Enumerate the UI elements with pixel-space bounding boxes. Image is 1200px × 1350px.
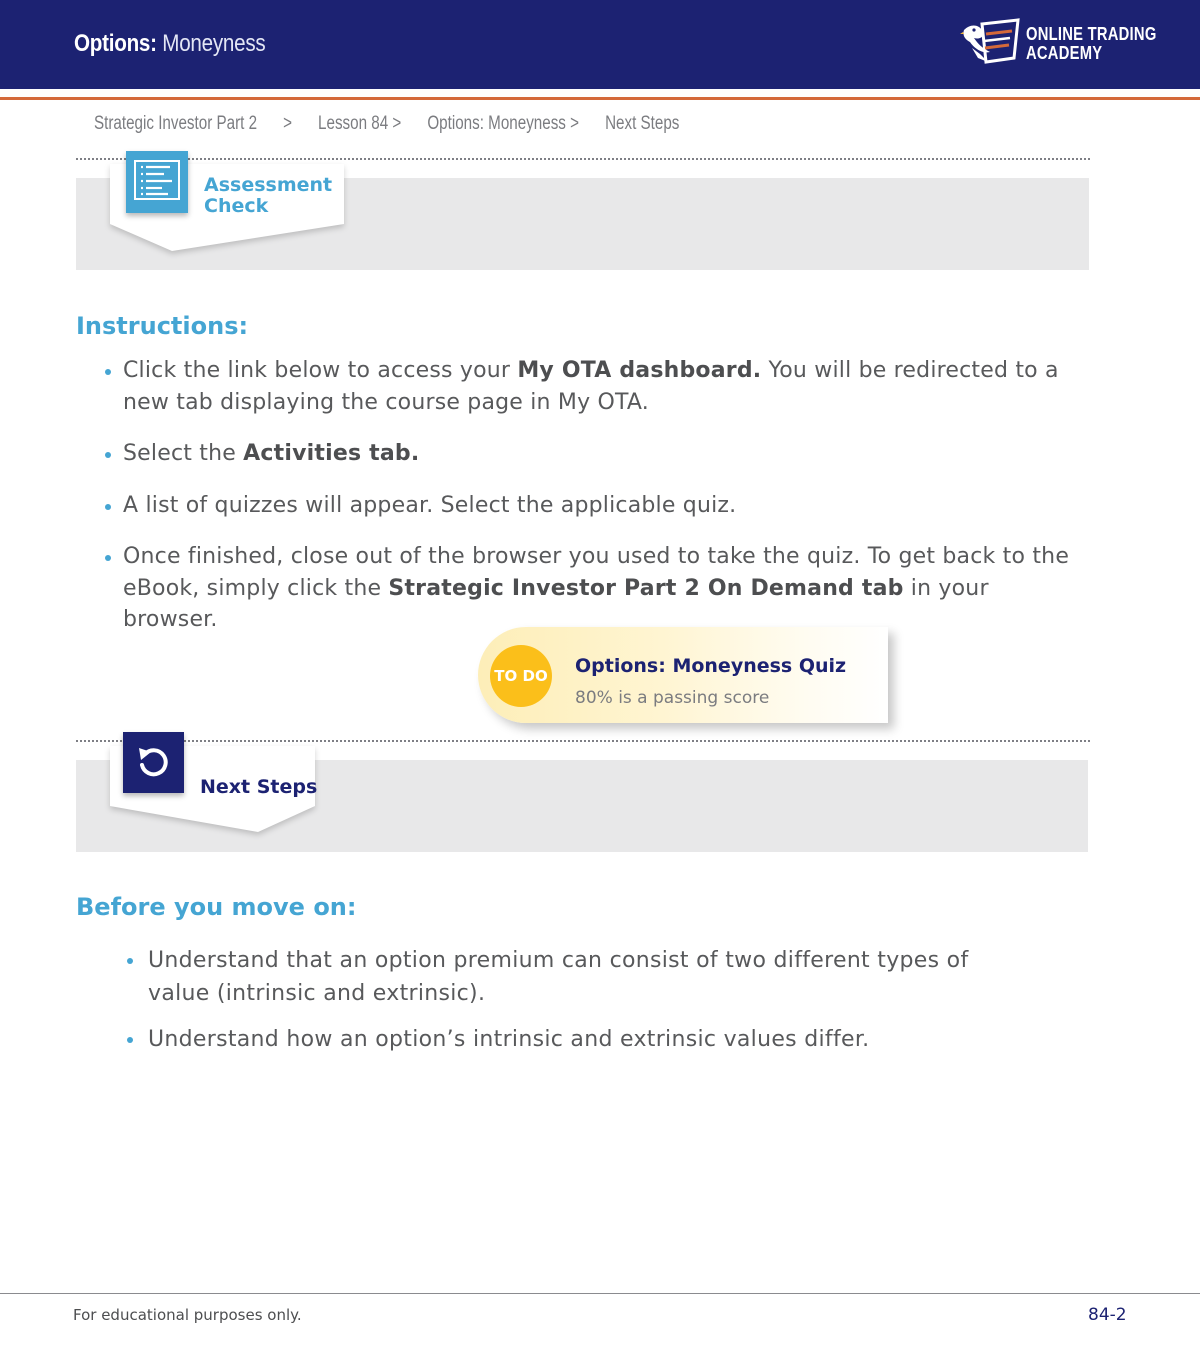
assessment-icon-box <box>126 151 188 213</box>
quiz-title[interactable]: Options: Moneyness Quiz <box>575 655 847 677</box>
activities-tab-text: Activities tab. <box>243 441 420 466</box>
breadcrumb-separator: > <box>283 113 292 134</box>
logo-wordmark <box>1026 25 1157 63</box>
logo-line-1: ONLINE TRADING <box>1026 24 1157 44</box>
instructions-list <box>123 355 1083 656</box>
footer-rule <box>0 1293 1200 1294</box>
breadcrumb-item-current: Next Steps <box>605 113 680 134</box>
list-item: A list of quizzes will appear. Select the applicable quiz. <box>123 490 1083 522</box>
refresh-icon <box>123 732 184 793</box>
todo-badge: TO DO <box>490 645 552 707</box>
page-title-bold: Options: <box>74 30 157 57</box>
on-demand-tab-text: Strategic Investor Part 2 On Demand tab <box>388 575 904 601</box>
breadcrumb-item-course[interactable]: Strategic Investor Part 2 <box>94 113 258 134</box>
move-on-list <box>148 944 1028 1069</box>
page-title <box>74 30 265 58</box>
breadcrumb-item-topic[interactable]: Options: Moneyness > <box>427 113 580 134</box>
section-divider <box>76 158 1090 160</box>
assessment-label-line-2: Check <box>204 195 269 217</box>
breadcrumb <box>94 113 679 135</box>
quiz-passing-score: 80% is a passing score <box>575 688 770 708</box>
list-item: Click the link below to access your My OTA dashboard. You will be redirected to a new tab displaying the course page in My OTA. <box>123 355 1083 418</box>
list-item: Once finished, close out of the browser you used to take the quiz. To get back to the eBook, simply click the Strategic Investor Part 2 On Demand tab in your browser. <box>123 541 1083 636</box>
page-title-light: Moneyness <box>162 30 266 57</box>
next-steps-icon-box <box>123 732 184 793</box>
instructions-heading: Instructions: <box>76 312 249 340</box>
list-item: Understand that an option premium can consist of two different types of value (intrinsic and extrinsic). <box>148 944 1028 1010</box>
assessment-label-line-1: Assessment <box>204 174 333 196</box>
section-divider <box>76 740 1090 742</box>
footer-disclaimer: For educational purposes only. <box>73 1306 302 1324</box>
header-accent-rule <box>0 97 1200 100</box>
assessment-label <box>204 175 332 217</box>
logo-line-2: ACADEMY <box>1026 43 1103 63</box>
ota-logo <box>960 18 1157 70</box>
page-header <box>0 0 1200 89</box>
before-move-on-heading: Before you move on: <box>76 893 357 921</box>
breadcrumb-item-lesson[interactable]: Lesson 84 > <box>318 113 402 134</box>
checklist-icon <box>126 151 188 213</box>
next-steps-label: Next Steps <box>200 776 318 798</box>
my-ota-dashboard-link[interactable]: My OTA dashboard. <box>517 358 762 383</box>
quiz-todo-card[interactable] <box>478 627 888 723</box>
list-item: Understand how an option’s intrinsic and extrinsic values differ. <box>148 1023 1028 1056</box>
eagle-flag-icon <box>960 18 1022 68</box>
page-number: 84-2 <box>1088 1305 1127 1325</box>
list-item: Select the Activities tab. <box>123 438 1083 470</box>
